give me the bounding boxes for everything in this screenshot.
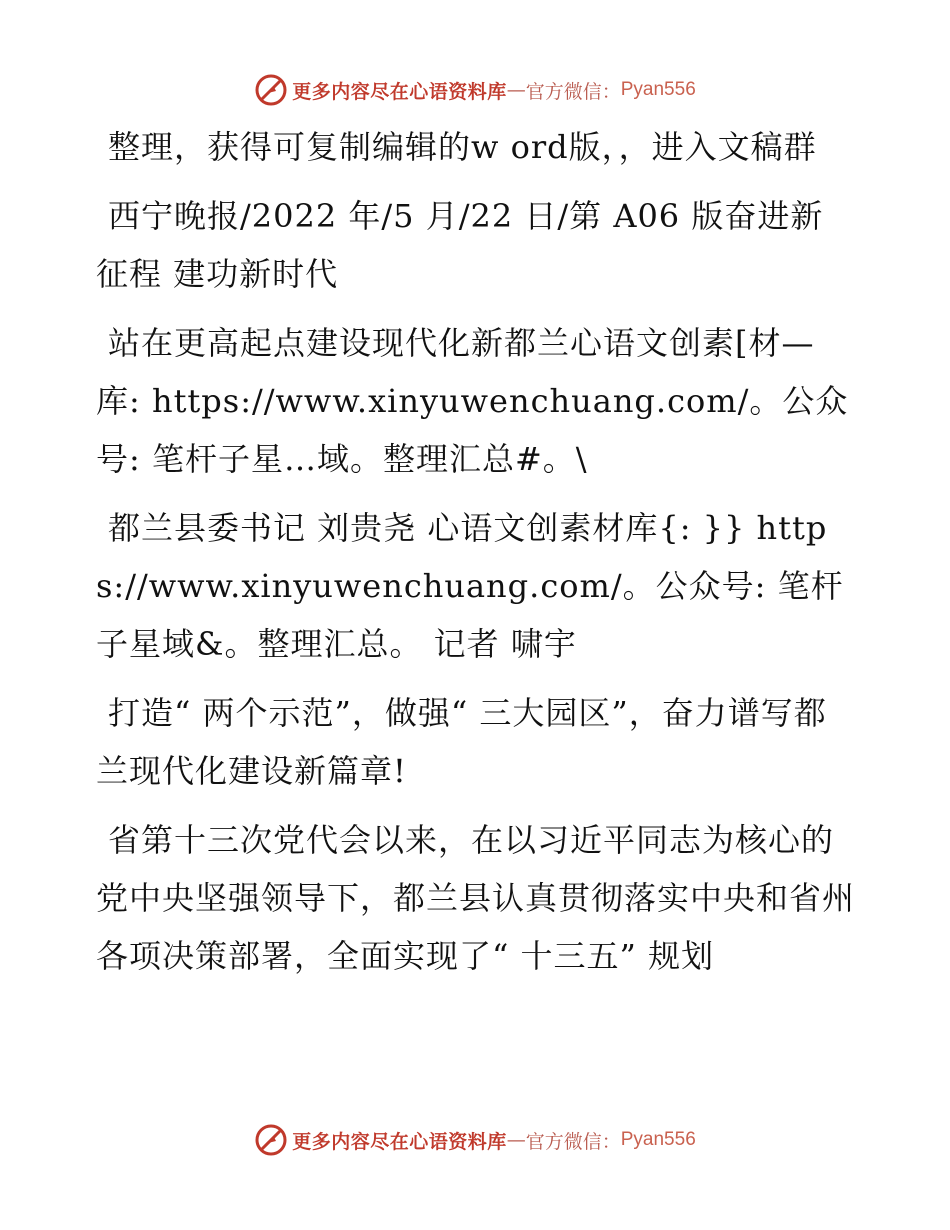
banner-site-text: 更多内容尽在心语资料库 [292,1130,507,1153]
banner-wechat-label: 官方微信： [525,80,621,103]
banner-dash: — [506,79,526,101]
banner-wechat-id: Pyan556 [620,1129,696,1150]
paragraph-3: 站在更高起点建设现代化新都兰心语文创素[材—库: https://www.xinyuwenchuang.com/。公众号: 笔杆子星…域。整理汇总#。\ [96,324,849,478]
paragraph-5: 打造“ 两个示范”，做强“ 三大园区”，奋力谱写都兰现代化建设新篇章! [96,694,827,790]
banner-site-text: 更多内容尽在心语资料库 [292,80,507,103]
paragraph-2: 西宁晚报/2022 年/5 月/22 日/第 A06 版奋进新征程 建功新时代 [96,197,824,293]
banner-dash: — [506,1129,526,1151]
document-body [96,118,856,996]
paragraph-4: 都兰县委书记 刘贵尧 心语文创素材库{: }} https://www.xinyuwenchuang.com/。公众号: 笔杆子星域&。整理汇总。 记者 啸宇 [96,509,844,663]
banner-wechat-label: 官方微信： [525,1130,621,1153]
quill-logo-icon [254,73,288,107]
paragraph-6: 省第十三次党代会以来，在以习近平同志为核心的党中央坚强领导下，都兰县认真贯彻落实中央和省州各项决策部署，全面实现了“ 十三五” 规划 [96,821,856,975]
footer-banner [0,1120,950,1160]
header-banner [0,70,950,110]
quill-logo-icon [254,1123,288,1157]
paragraph-1: 整理，获得可复制编辑的w ord版，，进入文稿群 [108,128,817,166]
banner-wechat-id: Pyan556 [620,79,696,100]
